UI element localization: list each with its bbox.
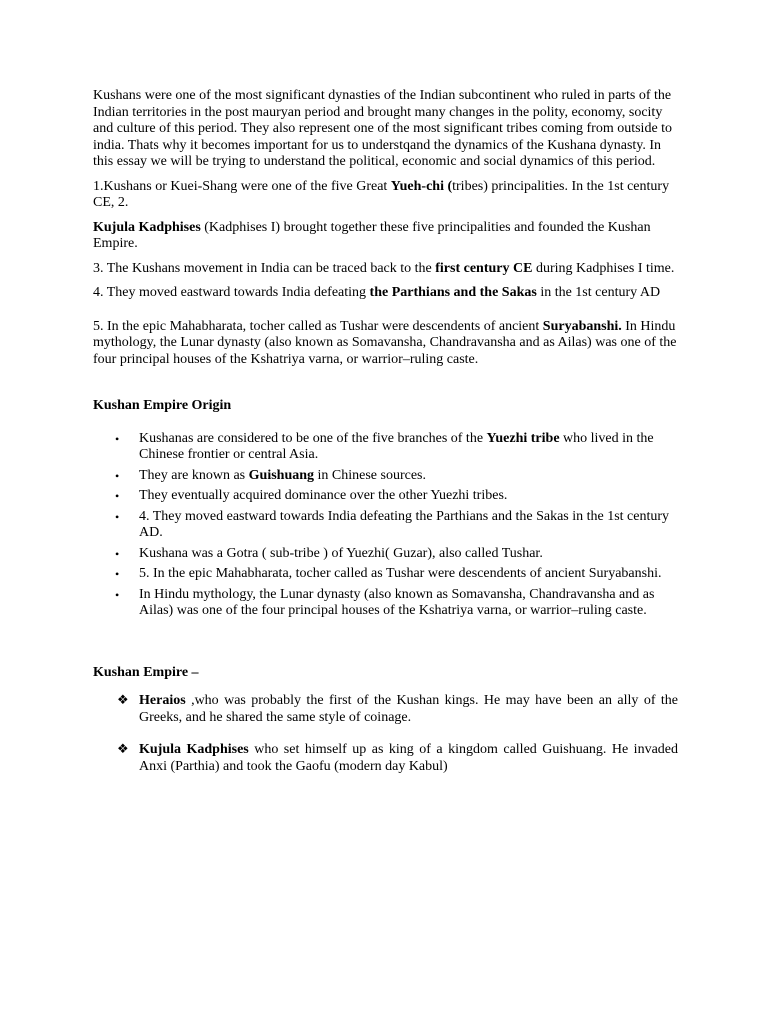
origin-heading: Kushan Empire Origin bbox=[93, 398, 232, 413]
point-4 bbox=[93, 285, 678, 302]
list-item-rest: ,who was probably the first of the Kushan kings. He may have been an ally of the Greeks, and he shared the same style of coinage. bbox=[139, 693, 678, 725]
point-1 bbox=[93, 179, 678, 212]
list-item bbox=[93, 468, 678, 485]
empire-heading: Kushan Empire – bbox=[93, 664, 199, 680]
intro-paragraph: Kushans were one of the most significant dynasties of the Indian subcontinent who ruled in parts of the Indian territories in the post mauryan period and brought many changes in the polity, economy, socity and culture of this period. They also represent one of the most significant tribes coming from outside to india. Thats why it becomes important for us to understqand the dynamics of the Kushana dynasty. In this essay we will be trying to understand the political, economic and social dynamics of this period. bbox=[93, 88, 673, 169]
list-item-bold: Yuezhi tribe bbox=[486, 430, 560, 446]
point-1-bold: Yueh-chi ( bbox=[390, 178, 453, 194]
list-item-text: Kushana was a Gotra ( sub-tribe ) of Yuezhi( Guzar), also called Tushar. bbox=[139, 545, 543, 561]
point-5 bbox=[93, 319, 678, 369]
point-5-rest: In Hindu mythology, the Lunar dynasty (also known as Somavansha, Chandravansha and as Ailas) was one of the four principal houses of the Kshatriya varna, or warrior–ruling caste. bbox=[93, 318, 677, 367]
list-item-bold: Heraios bbox=[139, 693, 186, 708]
list-item-text: They eventually acquired dominance over the other Yuezhi tribes. bbox=[139, 488, 508, 503]
list-item bbox=[93, 546, 678, 563]
point-3-rest: during Kadphises I time. bbox=[532, 260, 675, 276]
list-item-bold: Guishuang bbox=[248, 467, 315, 483]
list-item-text: In Hindu mythology, the Lunar dynasty (also known as Somavansha, Chandravansha and as Ailas) was one of the four principal houses of the Kshatriya varna, or warrior–ruling caste. bbox=[139, 586, 655, 618]
bullet-icon: • bbox=[115, 587, 120, 602]
bullet-icon: • bbox=[115, 567, 120, 581]
point-4-bold: the Parthians and the Sakas bbox=[369, 285, 537, 300]
point-5-text: 5. In the epic Mahabharata, tocher called as Tushar were descendents of ancient bbox=[93, 318, 543, 334]
bullet-icon: • bbox=[115, 546, 120, 561]
bullet-icon: • bbox=[115, 431, 120, 446]
point-3-text: 3. The Kushans movement in India can be traced back to the bbox=[93, 260, 436, 276]
bullet-icon: • bbox=[115, 468, 120, 483]
point-1-text: 1.Kushans or Kuei-Shang were one of the five Great bbox=[93, 178, 391, 194]
point-3-bold: first century CE bbox=[435, 260, 533, 276]
list-item bbox=[93, 693, 678, 726]
list-item bbox=[93, 742, 678, 775]
point-5-bold: Suryabanshi. bbox=[542, 318, 622, 334]
diamond-bullet-icon: ❖ bbox=[117, 693, 129, 708]
point-2-bold: Kujula Kadphises bbox=[93, 219, 201, 235]
point-2 bbox=[93, 220, 678, 253]
point-2-rest: (Kadphises I) brought together these five principalities and founded the Kushan Empire. bbox=[93, 219, 651, 251]
list-item bbox=[93, 431, 678, 464]
bullet-icon: • bbox=[115, 489, 120, 503]
point-4-text: 4. They moved eastward towards India defeating bbox=[93, 285, 370, 300]
list-item-text: They are known as bbox=[139, 467, 249, 483]
list-item bbox=[93, 488, 678, 505]
list-item-rest: in Chinese sources. bbox=[314, 467, 426, 483]
point-4-rest: in the 1st century AD bbox=[536, 285, 661, 300]
list-item bbox=[93, 509, 678, 542]
list-item-text: Kushanas are considered to be one of the five branches of the bbox=[139, 430, 487, 446]
origin-list bbox=[93, 431, 678, 620]
bullet-icon: • bbox=[115, 509, 120, 524]
list-item bbox=[93, 566, 678, 583]
list-item-rest: who lived in the Chinese frontier or central Asia. bbox=[139, 430, 654, 462]
list-item-bold: Kujula Kadphises bbox=[139, 742, 249, 757]
list-item bbox=[93, 587, 678, 620]
diamond-bullet-icon: ❖ bbox=[117, 742, 129, 757]
point-1-rest: tribes) principalities. In the 1st century CE, 2. bbox=[93, 178, 670, 210]
list-item-rest: who set himself up as king of a kingdom called Guishuang. He invaded Anxi (Parthia) and took the Gaofu (modern day Kabul) bbox=[139, 742, 679, 774]
list-item-text: 5. In the epic Mahabharata, tocher called as Tushar were descendents of ancient Suryabanshi. bbox=[139, 566, 662, 581]
list-item-text: 4. They moved eastward towards India defeating the Parthians and the Sakas in the 1st century AD. bbox=[139, 508, 670, 540]
empire-list bbox=[93, 693, 678, 775]
point-3 bbox=[93, 261, 678, 278]
